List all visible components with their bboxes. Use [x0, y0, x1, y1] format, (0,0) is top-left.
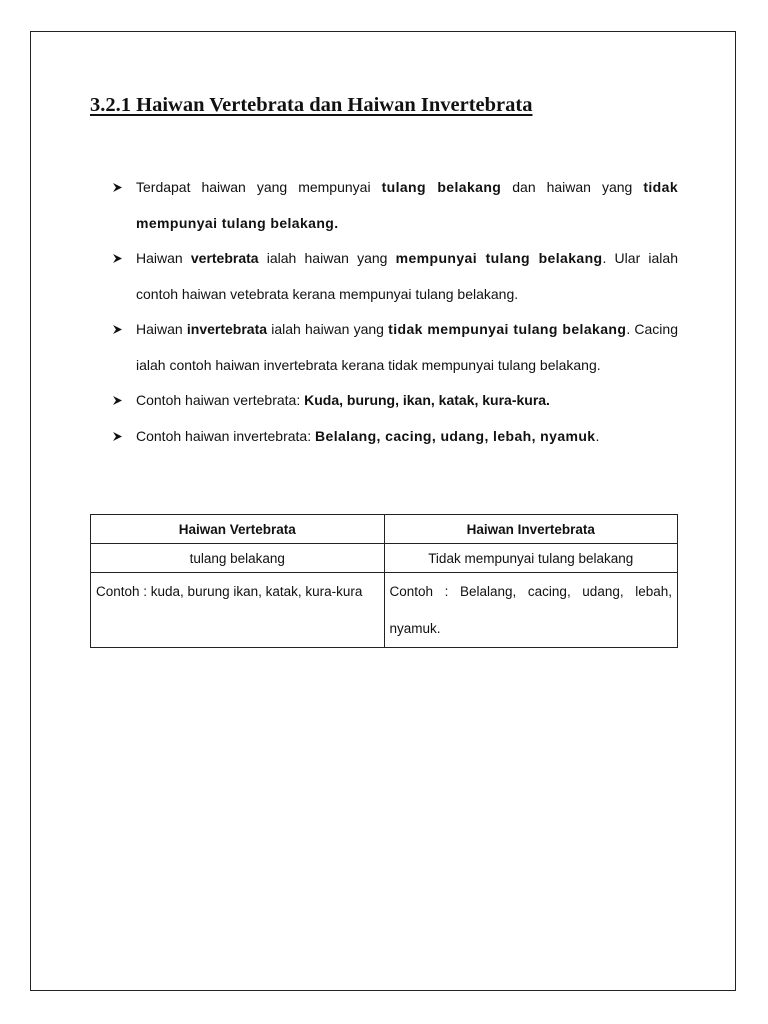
- table-row: [91, 544, 678, 573]
- arrow-bullet-icon: [112, 383, 126, 419]
- text: Terdapat haiwan yang mempunyai: [136, 179, 382, 195]
- bullet-item: [112, 241, 678, 312]
- emphasis: mempunyai tulang belakang: [395, 250, 603, 266]
- column-header-invertebrata: Haiwan Invertebrata: [384, 515, 678, 544]
- table-header-row: [91, 515, 678, 544]
- emphasis: tulang belakang: [381, 179, 502, 195]
- text: Contoh haiwan vertebrata:: [136, 392, 305, 408]
- text: ialah haiwan yang: [258, 250, 396, 266]
- arrow-bullet-icon: [112, 241, 126, 277]
- emphasis: vertebrata: [190, 250, 259, 266]
- bullet-item: [112, 170, 678, 241]
- bullet-list: [112, 170, 678, 454]
- table-cell: tulang belakang: [91, 544, 385, 573]
- table-row: [91, 573, 678, 648]
- text: Haiwan: [136, 321, 187, 337]
- emphasis: invertebrata: [186, 321, 268, 337]
- text: .: [595, 427, 600, 444]
- emphasis: tidak mempunyai tulang belakang.: [136, 179, 679, 231]
- section-heading: 3.2.1 Haiwan Vertebrata dan Haiwan Invertebrata: [90, 94, 533, 116]
- arrow-bullet-icon: [112, 419, 126, 455]
- text: Contoh haiwan invertebrata:: [136, 427, 315, 444]
- text: . Ular ialah contoh haiwan vetebrata kerana mempunyai tulang belakang.: [136, 250, 678, 302]
- bullet-item: [112, 419, 678, 455]
- text: dan haiwan yang: [501, 179, 644, 195]
- text: . Cacing ialah contoh haiwan invertebrata kerana tidak mempunyai tulang belakang.: [136, 321, 678, 373]
- bullet-item: [112, 312, 678, 383]
- table-cell: Contoh : kuda, burung ikan, katak, kura-kura: [91, 573, 385, 648]
- bullet-item: [112, 383, 678, 419]
- text: ialah haiwan yang: [267, 321, 389, 337]
- arrow-bullet-icon: [112, 170, 126, 206]
- emphasis: Kuda, burung, ikan, katak, kura-kura.: [304, 392, 550, 408]
- emphasis: Belalang, cacing, udang, lebah, nyamuk: [315, 427, 596, 444]
- arrow-bullet-icon: [112, 312, 126, 348]
- comparison-table: [90, 514, 678, 648]
- emphasis: tidak mempunyai tulang belakang: [388, 321, 627, 337]
- table-cell: Contoh : Belalang, cacing, udang, lebah, nyamuk.: [384, 573, 678, 648]
- column-header-vertebrata: Haiwan Vertebrata: [91, 515, 385, 544]
- table-cell: Tidak mempunyai tulang belakang: [384, 544, 678, 573]
- text: Haiwan: [136, 250, 191, 266]
